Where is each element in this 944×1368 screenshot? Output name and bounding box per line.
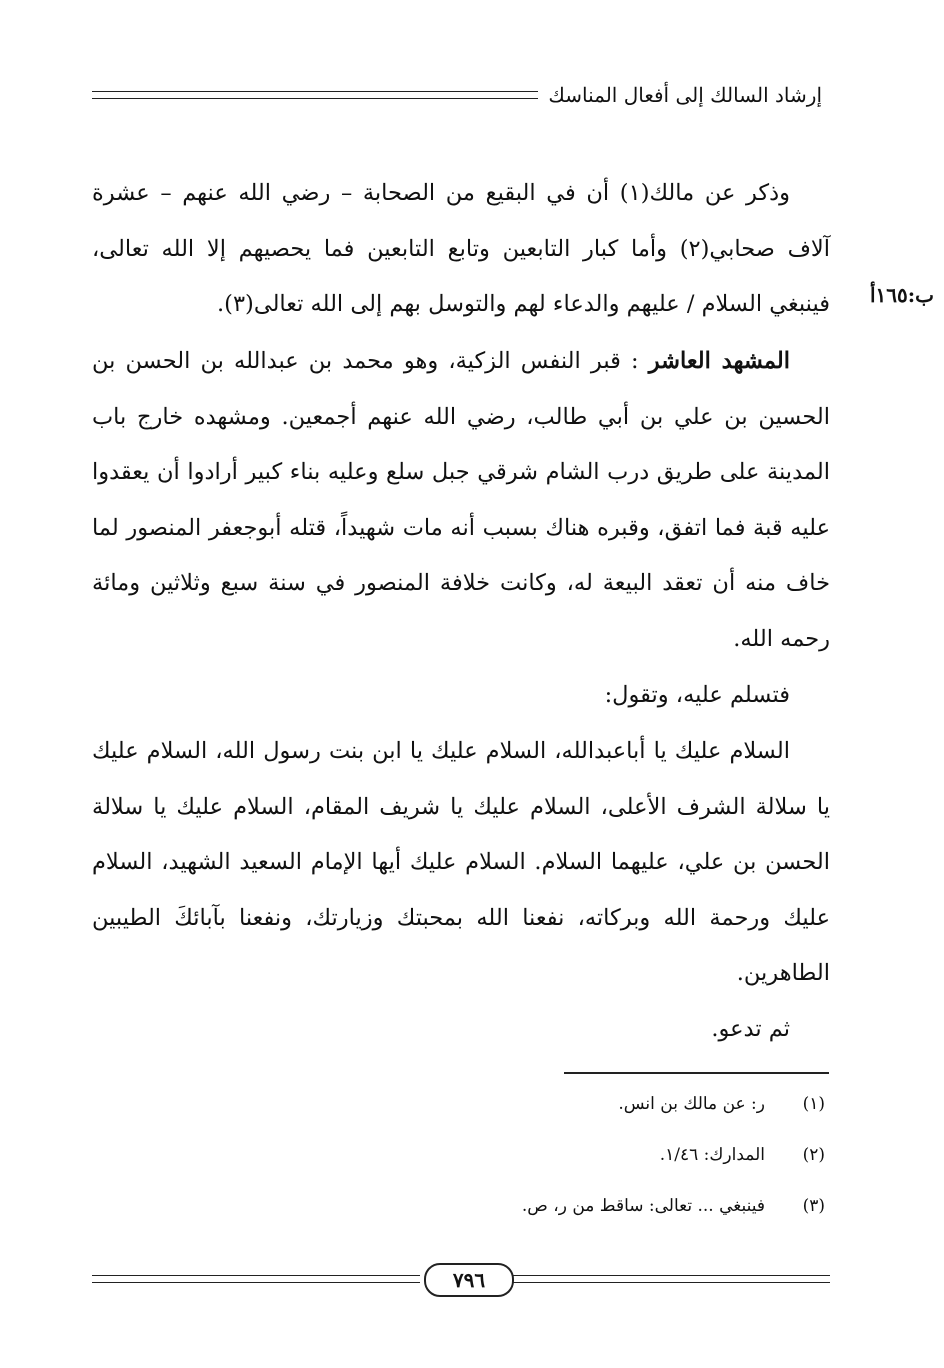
footnote-number: (١) xyxy=(802,1094,825,1114)
paragraph-3: فتسلم عليه، وتقول: xyxy=(604,682,790,708)
footnote-text: ر: عن مالك بن انس. xyxy=(618,1094,765,1114)
paragraph-2-text: : قبر النفس الزكية، وهو محمد بن عبدالله بن الحسن بن الحسين بن علي بن أبي طالب، رضي الله عنهم أجمعين. ومشهده خارج باب المدينة على طريق درب الشام شرقي جبل سلع وعليه بناء كبير أرادوا أن يعقدوا عليه قبة فما اتفق، وقبره هناك بسبب أنه مات شهيداً، قتله أبوجعفر المنصور لما خاف منه أن تعقد البيعة له، وكانت خلافة المنصور في سنة سبع وثلاثين ومائة رحمه الله. xyxy=(92,348,830,652)
footnote-number: (٣) xyxy=(802,1196,825,1216)
footnote-number: (٢) xyxy=(802,1145,825,1165)
paragraph-1: وذكر عن مالك(١) أن في البقيع من الصحابة – رضي الله عنهم – عشرة آلاف صحابي(٢) وأما كبار التابعين وتابع التابعين فما يحصيهم إلا الله تعالى، فينبغي السلام / عليهم والدعاء لهم والتوسل بهم إلى الله تعالى(٣). xyxy=(92,180,831,318)
footnote-item xyxy=(300,1196,825,1247)
header-rule xyxy=(92,91,538,99)
footnote-text: المدارك: ١/٤٦. xyxy=(659,1145,765,1165)
paragraph-5: ثم تدعو. xyxy=(711,1016,790,1042)
footnote-item xyxy=(300,1094,825,1145)
footnote-separator xyxy=(564,1072,829,1074)
running-header xyxy=(92,82,822,108)
margin-folio-note: ب:١٦٥أ xyxy=(869,283,934,307)
footnote-text: فينبغي ... تعالى: ساقط من ر، ص. xyxy=(521,1196,765,1216)
page-footer xyxy=(92,1263,830,1299)
page-number: ٧٩٦ xyxy=(424,1263,514,1297)
footnote-item xyxy=(300,1145,825,1196)
footnotes xyxy=(300,1094,825,1247)
footer-rule-left xyxy=(92,1275,420,1283)
footer-rule-right xyxy=(512,1275,830,1283)
paragraph-4: السلام عليك يا أباعبدالله، السلام عليك يا ابن بنت رسول الله، السلام عليك يا سلالة الشرف الأعلى، السلام عليك يا شريف المقام، السلام عليك يا سلالة الحسن بن علي، عليهما السلام. السلام عليك أيها الإمام السعيد الشهيد، السلام عليك ورحمة الله وبركاته، نفعنا الله بمحبتك وزيارتك، ونفعنا بآبائكَ الطيبين الطاهرين. xyxy=(92,738,830,987)
paragraph-2 xyxy=(92,334,830,668)
header-title: إرشاد السالك إلى أفعال المناسك xyxy=(548,83,822,107)
section-heading: المشهد العاشر xyxy=(648,348,791,374)
